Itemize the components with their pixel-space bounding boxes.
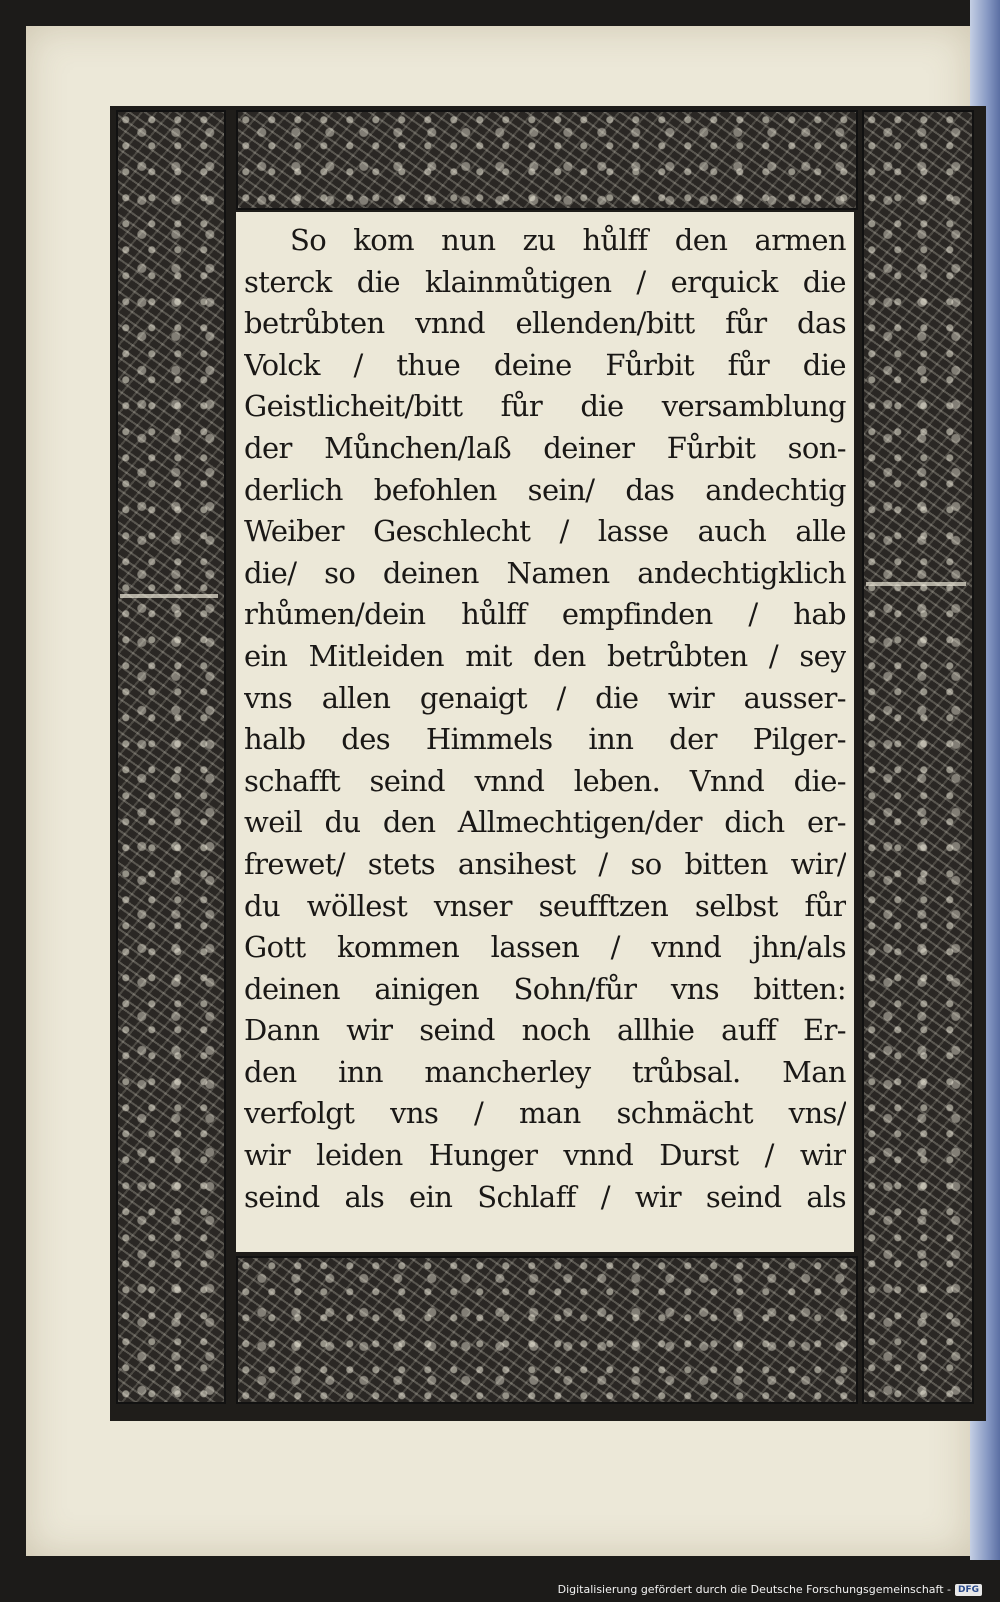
text-line: derlich befohlen sein/ das andechtig: [244, 472, 846, 507]
text-lines: [244, 220, 846, 1218]
ornament-left-column: [116, 110, 226, 1404]
text-line: rhůmen/dein hůlff empfinden / hab: [244, 597, 846, 632]
footer-credit-text: Digitalisierung gefördert durch die Deutsche Forschungsgemeinschaft -: [557, 1583, 951, 1596]
ornament-right-column: [862, 110, 974, 1404]
text-line: halb des Himmels inn der Pilger-: [244, 722, 846, 757]
book-page: [26, 26, 970, 1556]
text-line: Gott kommen lassen / vnnd jhn/als: [244, 930, 846, 965]
text-line: So kom nun zu hůlff den armen: [290, 223, 846, 257]
ornament-left-divider: [120, 594, 218, 598]
text-line: wir leiden Hunger vnnd Durst / wir: [244, 1138, 846, 1173]
text-line: seind als ein Schlaff / wir seind als: [244, 1179, 846, 1214]
text-line: Weiber Geschlecht / lasse auch alle: [244, 514, 846, 549]
text-line: schafft seind vnnd leben. Vnnd die-: [244, 763, 846, 798]
woodcut-border-frame: [110, 106, 986, 1421]
text-line: sterck die klainmůtigen / erquick die: [244, 264, 846, 299]
text-line: verfolgt vns / man schmächt vns/: [244, 1096, 846, 1131]
ornament-right-divider: [866, 582, 966, 586]
dfg-logo: DFG: [955, 1584, 982, 1596]
ornament-top-panel: [236, 110, 858, 210]
text-line: Dann wir seind noch allhie auff Er-: [244, 1013, 846, 1048]
text-block: [236, 212, 854, 1252]
text-line: betrůbten vnnd ellenden/bitt fůr das: [244, 306, 846, 341]
digitization-footer: [558, 1583, 982, 1596]
text-line: vns allen genaigt / die wir ausser-: [244, 680, 846, 715]
text-line: Geistlicheit/bitt fůr die versamblung: [244, 389, 846, 424]
text-line: Volck / thue deine Fůrbit fůr die: [244, 347, 846, 382]
text-line: ein Mitleiden mit den betrůbten / sey: [244, 638, 846, 673]
text-line: die/ so deinen Namen andechtigklich: [244, 555, 846, 590]
text-line: deinen ainigen Sohn/fůr vns bitten:: [244, 971, 846, 1006]
text-line: weil du den Allmechtigen/der dich er-: [244, 805, 846, 840]
ornament-bottom-panel: [236, 1256, 858, 1404]
text-line: den inn mancherley trůbsal. Man: [244, 1054, 846, 1089]
text-line: der Můnchen/laß deiner Fůrbit son-: [244, 430, 846, 465]
text-line: du wöllest vnser seufftzen selbst fůr: [244, 888, 846, 923]
text-line: frewet/ stets ansihest / so bitten wir/: [244, 846, 846, 881]
